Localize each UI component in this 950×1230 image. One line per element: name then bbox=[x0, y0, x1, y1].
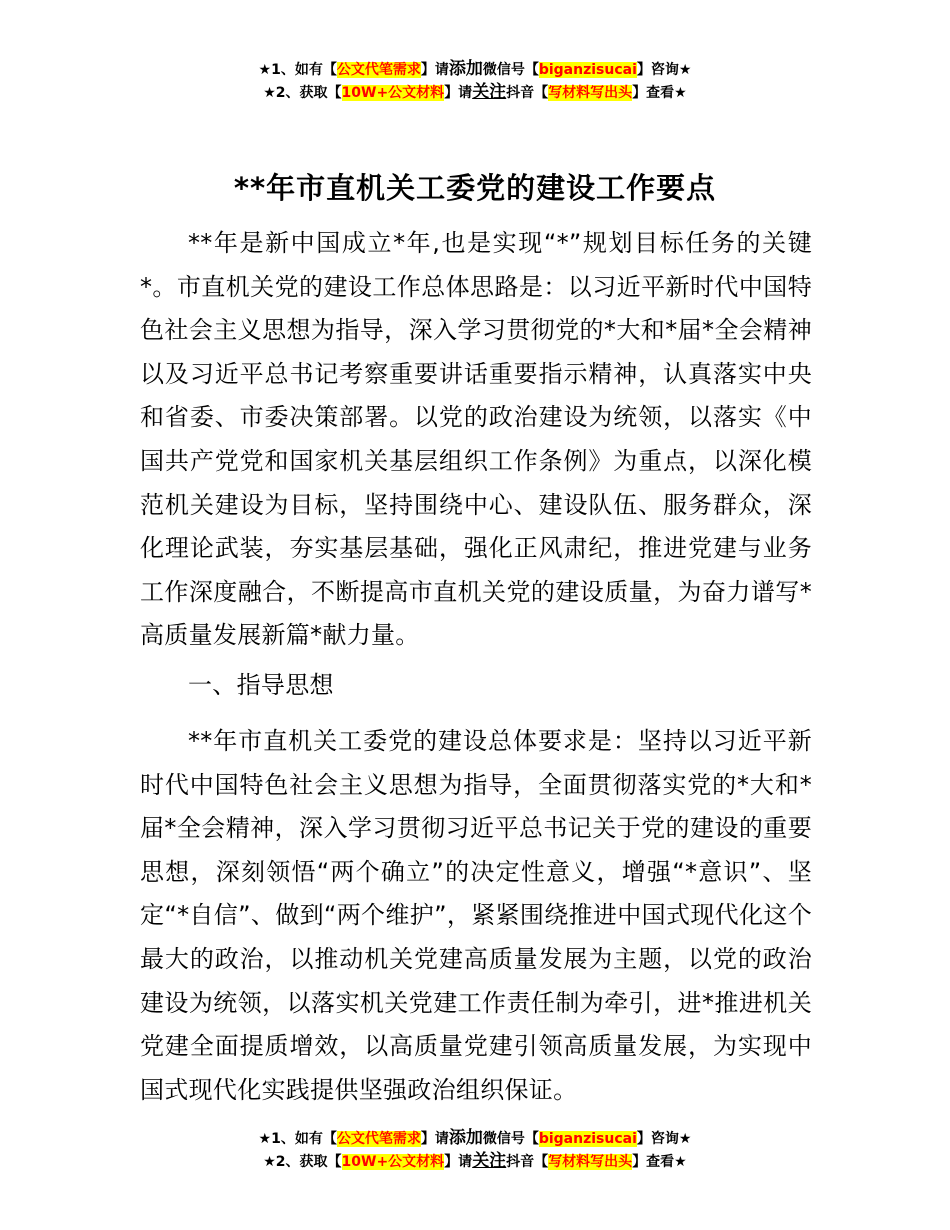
promo-highlight: 公文代笔需求 bbox=[336, 62, 421, 78]
promo-emphasis: 添加 bbox=[448, 1128, 483, 1148]
promo-highlight: 写材料写出头 bbox=[548, 1154, 633, 1170]
promo-line-1 bbox=[0, 1127, 950, 1150]
promo-text: 微信号【 bbox=[482, 62, 539, 78]
section-heading-guiding-thought: 一、指导思想 bbox=[188, 671, 334, 699]
paragraph-requirements: **年市直机关工委党的建设总体要求是：坚持以习近平新时代中国特色社会主义思想为指导，全面贯彻落实党的*大和*届*全会精神，深入学习贯彻习近平总书记关于党的建设的重要思想，深刻领悟“两个确立”的决定性意义，增强“*意识”、坚定“*自信”、做到“两个维护”，紧紧围绕推进中国式现代化这个最大的政治，以推动机关党建高质量发展为主题，以党的政治建设为统领，以落实机关党建工作责任制为牵引，进*推进机关党建全面提质增效，以高质量党建引领高质量发展，为实现中国式现代化实践提供坚强政治组织保证。 bbox=[140, 727, 812, 1104]
paragraph-intro: **年是新中国成立*年,也是实现“*”规划目标任务的关键*。市直机关党的建设工作总体思路是：以习近平新时代中国特色社会主义思想为指导，深入学习贯彻党的*大和*届*全会精神以及习近平总书记考察重要讲话重要指示精神，认真落实中央和省委、市委决策部署。以党的政治建设为统领，以落实《中国共产党党和国家机关基层组织工作条例》为重点，以深化模范机关建设为目标，坚持围绕中心、建设队伍、服务群众，深化理论武装，夯实基层基础，强化正风肃纪，推进党建与业务工作深度融合，不断提高市直机关党的建设质量，为奋力谱写*高质量发展新篇*献力量。 bbox=[140, 229, 812, 650]
promo-text: ★2、获取【 bbox=[263, 85, 342, 101]
promo-text: ★2、获取【 bbox=[263, 1154, 342, 1170]
promo-highlight: biganzisucai bbox=[538, 62, 637, 78]
promo-highlight: biganzisucai bbox=[538, 1131, 637, 1147]
promo-banner-top bbox=[0, 58, 950, 104]
promo-emphasis: 关注 bbox=[472, 82, 507, 102]
promo-text: 】请 bbox=[420, 62, 449, 78]
promo-text: 】查看★ bbox=[632, 1154, 687, 1170]
promo-highlight: 10W+公文材料 bbox=[341, 85, 445, 101]
promo-line-2 bbox=[0, 1150, 950, 1173]
promo-text: 】咨询★ bbox=[636, 62, 692, 78]
promo-highlight: 写材料写出头 bbox=[548, 85, 633, 101]
promo-text: ★1、如有【 bbox=[258, 62, 337, 78]
promo-highlight: 公文代笔需求 bbox=[336, 1131, 421, 1147]
promo-text: 】请 bbox=[444, 1154, 473, 1170]
promo-text: 】请 bbox=[444, 85, 473, 101]
promo-text: 】查看★ bbox=[632, 85, 687, 101]
promo-text: ★1、如有【 bbox=[258, 1131, 337, 1147]
promo-text: 抖音【 bbox=[506, 1154, 549, 1170]
document-title: **年市直机关工委党的建设工作要点 bbox=[233, 171, 717, 205]
promo-emphasis: 添加 bbox=[448, 59, 483, 79]
promo-text: 】请 bbox=[420, 1131, 449, 1147]
promo-banner-bottom bbox=[0, 1127, 950, 1173]
promo-line-1 bbox=[0, 58, 950, 81]
promo-text: 】咨询★ bbox=[636, 1131, 692, 1147]
promo-emphasis: 关注 bbox=[472, 1151, 507, 1171]
promo-line-2 bbox=[0, 81, 950, 104]
promo-text: 微信号【 bbox=[482, 1131, 539, 1147]
promo-text: 抖音【 bbox=[506, 85, 549, 101]
promo-highlight: 10W+公文材料 bbox=[341, 1154, 445, 1170]
